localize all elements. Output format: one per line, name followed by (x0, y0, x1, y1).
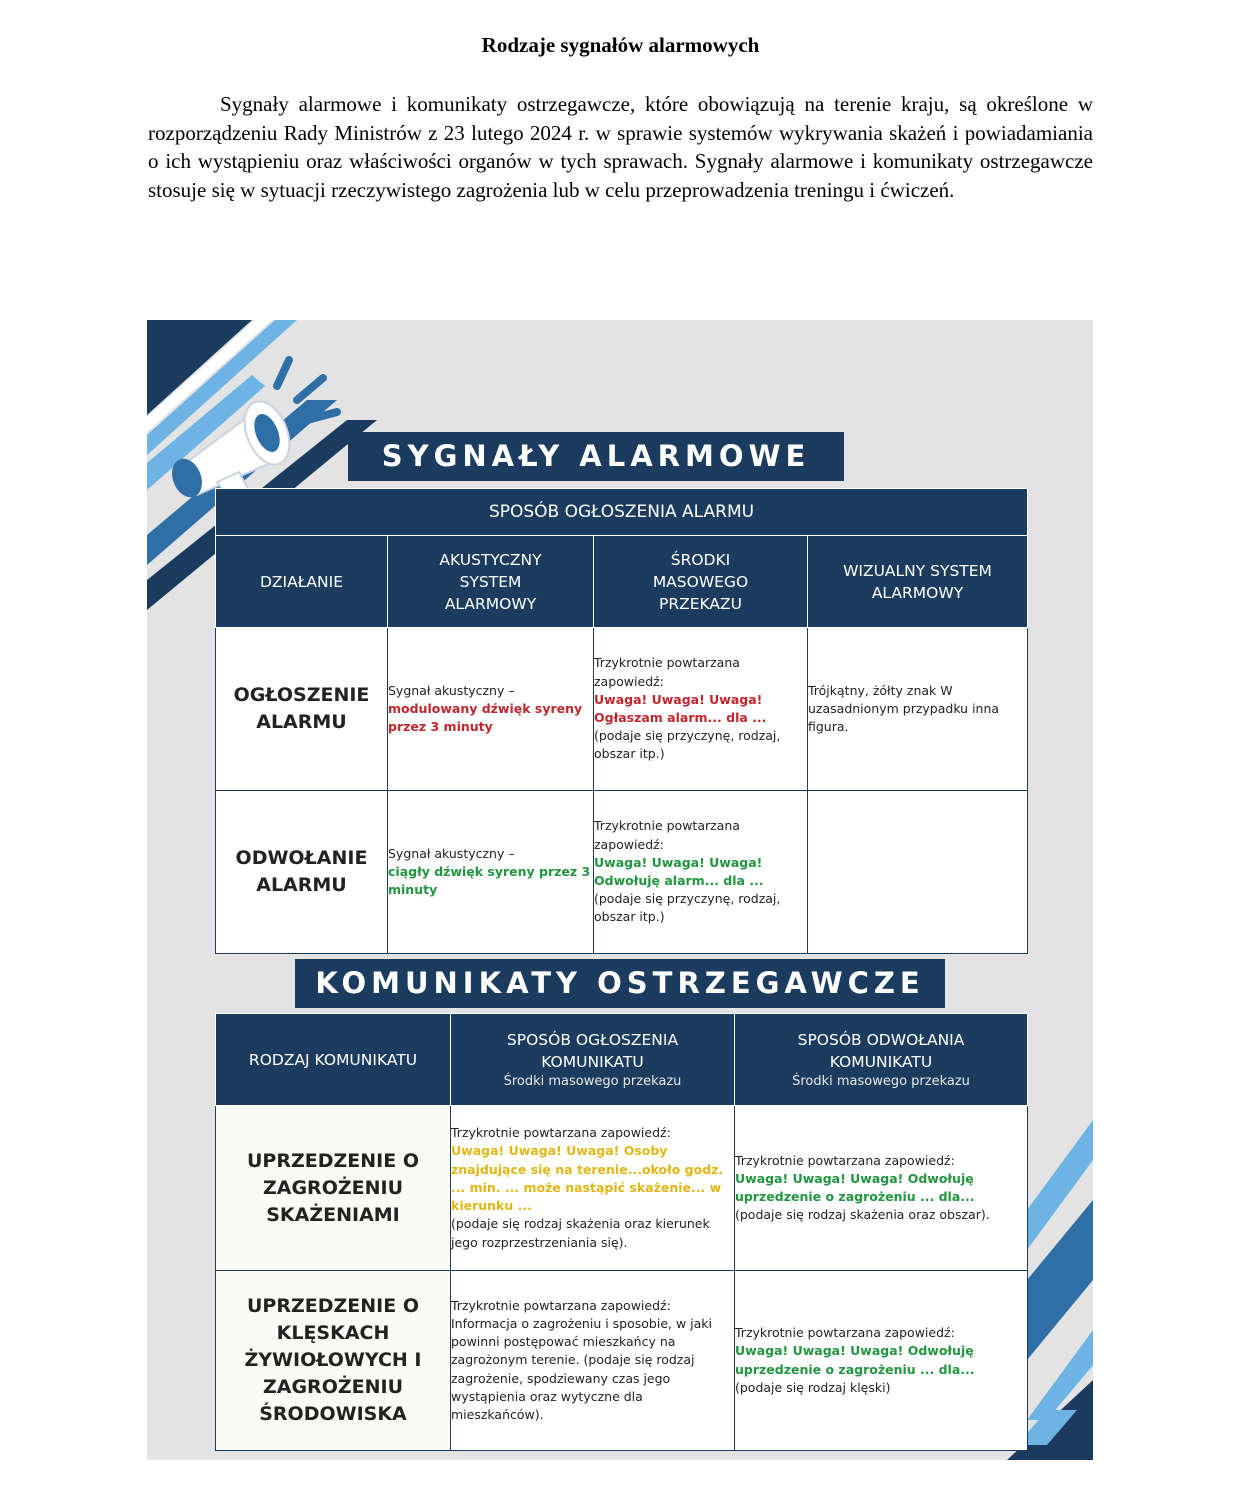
header-title: SPOSÓB ODWOŁANIA KOMUNIKATU (797, 1030, 965, 1071)
announcement-method-header: SPOSÓB OGŁOSZENIA ALARMU (216, 489, 1028, 536)
cancel-intro: Trzykrotnie powtarzana zapowiedź: (735, 1152, 955, 1168)
column-header-visual: WIZUALNY SYSTEM ALARMOWY (808, 536, 1028, 628)
table-row (216, 628, 1028, 791)
media-announcement: Uwaga! Uwaga! Uwaga! Odwołuję alarm... dla ... (594, 854, 764, 888)
column-header-action: DZIAŁANIE (216, 536, 388, 628)
header-title: RODZAJ KOMUNIKATU (248, 1050, 418, 1069)
announce-intro: Trzykrotnie powtarzana zapowiedź: (451, 1297, 671, 1313)
acoustic-cell (388, 628, 594, 791)
warnings-banner: KOMUNIKATY OSTRZEGAWCZE (295, 959, 945, 1008)
cancel-text: Uwaga! Uwaga! Uwaga! Odwołuję uprzedzenie o zagrożeniu ... dla... (735, 1170, 975, 1204)
acoustic-text: Sygnał akustyczny – (388, 845, 515, 861)
media-announcement: Uwaga! Uwaga! Uwaga! Ogłaszam alarm... dla ... (594, 691, 767, 725)
visual-cell (808, 791, 1028, 954)
media-note: (podaje się przyczynę, rodzaj, obszar itp.) (594, 891, 781, 925)
announce-note: (podaje się rodzaj skażenia oraz kierunek jego rozprzestrzeniania się). (451, 1216, 710, 1250)
intro-paragraph: Sygnały alarmowe i komunikaty ostrzegawcze, które obowiązują na terenie kraju, są określone w rozporządzeniu Rady Ministrów z 23 lutego 2024 r. w sprawie systemów wykrywania skażeń i powiadamiania o ich wystąpieniu oraz właściwości organów w tych sprawach. Sygnały alarmowe i komunikaty ostrzegawcze stosuje się w sytuacji rzeczywistego zagrożenia lub w celu przeprowadzenia treningu i ćwiczeń. (148, 92, 1093, 202)
column-header-cancel-method (735, 1014, 1028, 1106)
cancel-cell (735, 1106, 1028, 1271)
action-cancel-alarm: ODWOŁANIE ALARMU (216, 791, 388, 954)
header-subtitle: Środki masowego przekazu (503, 1073, 682, 1089)
warning-messages-table (215, 1013, 1028, 1451)
header-title: SPOSÓB OGŁOSZENIA KOMUNIKATU (506, 1030, 679, 1071)
media-note: (podaje się przyczynę, rodzaj, obszar itp.) (594, 728, 781, 762)
acoustic-cell (388, 791, 594, 954)
media-intro: Trzykrotnie powtarzana zapowiedź: (594, 655, 740, 689)
column-header-message-type (216, 1014, 451, 1106)
cancel-cell (735, 1271, 1028, 1451)
alarm-signals-table (215, 488, 1028, 954)
action-announce-alarm: OGŁOSZENIE ALARMU (216, 628, 388, 791)
cancel-note: (podaje się rodzaj klęski) (735, 1379, 891, 1395)
media-cell (594, 628, 808, 791)
header-subtitle: Środki masowego przekazu (792, 1073, 970, 1089)
cancel-note: (podaje się rodzaj skażenia oraz obszar). (735, 1207, 990, 1223)
column-header-acoustic: AKUSTYCZNY SYSTEM ALARMOWY (388, 536, 594, 628)
announce-cell (451, 1106, 735, 1271)
announce-text: Uwaga! Uwaga! Uwaga! Osoby znajdujące się na terenie...około godz. ... min. ... może nastąpić skażenie... w kierunku ... (451, 1143, 724, 1214)
acoustic-signal: ciągły dźwięk syreny przez 3 minuty (388, 863, 591, 898)
announce-intro: Trzykrotnie powtarzana zapowiedź: (451, 1125, 671, 1141)
acoustic-signal: modulowany dźwięk syreny przez 3 minuty (388, 700, 583, 735)
announce-note: Informacja o zagrożeniu i sposobie, w jaki powinni postępować mieszkańcy na zagrożonym terenie. (podaje się rodzaj zagrożenie, spodziewany czas jego wystąpienia oraz wytyczne dla mieszkańców). (451, 1315, 713, 1422)
cancel-text: Uwaga! Uwaga! Uwaga! Odwołuję uprzedzenie o zagrożeniu ... dla... (735, 1343, 975, 1377)
column-header-announce-method (451, 1014, 735, 1106)
announce-cell (451, 1271, 735, 1451)
table-row (216, 1106, 1028, 1271)
alarm-signals-poster (147, 320, 1093, 1460)
column-header-media: ŚRODKI MASOWEGO PRZEKAZU (594, 536, 808, 628)
visual-cell: Trójkątny, żółty znak W uzasadnionym przypadku inna figura. (808, 628, 1028, 791)
signals-banner: SYGNAŁY ALARMOWE (348, 432, 844, 481)
table-row (216, 791, 1028, 954)
media-intro: Trzykrotnie powtarzana zapowiedź: (594, 818, 740, 852)
message-type-disasters: UPRZEDZENIE O KLĘSKACH ŻYWIOŁOWYCH I ZAGROŻENIU ŚRODOWISKA (216, 1271, 451, 1451)
document-title: Rodzaje sygnałów alarmowych (481, 33, 760, 57)
message-type-contamination: UPRZEDZENIE O ZAGROŻENIU SKAŻENIAMI (216, 1106, 451, 1271)
cancel-intro: Trzykrotnie powtarzana zapowiedź: (735, 1325, 955, 1341)
table-row (216, 1271, 1028, 1451)
acoustic-text: Sygnał akustyczny – (388, 682, 515, 698)
media-cell (594, 791, 808, 954)
